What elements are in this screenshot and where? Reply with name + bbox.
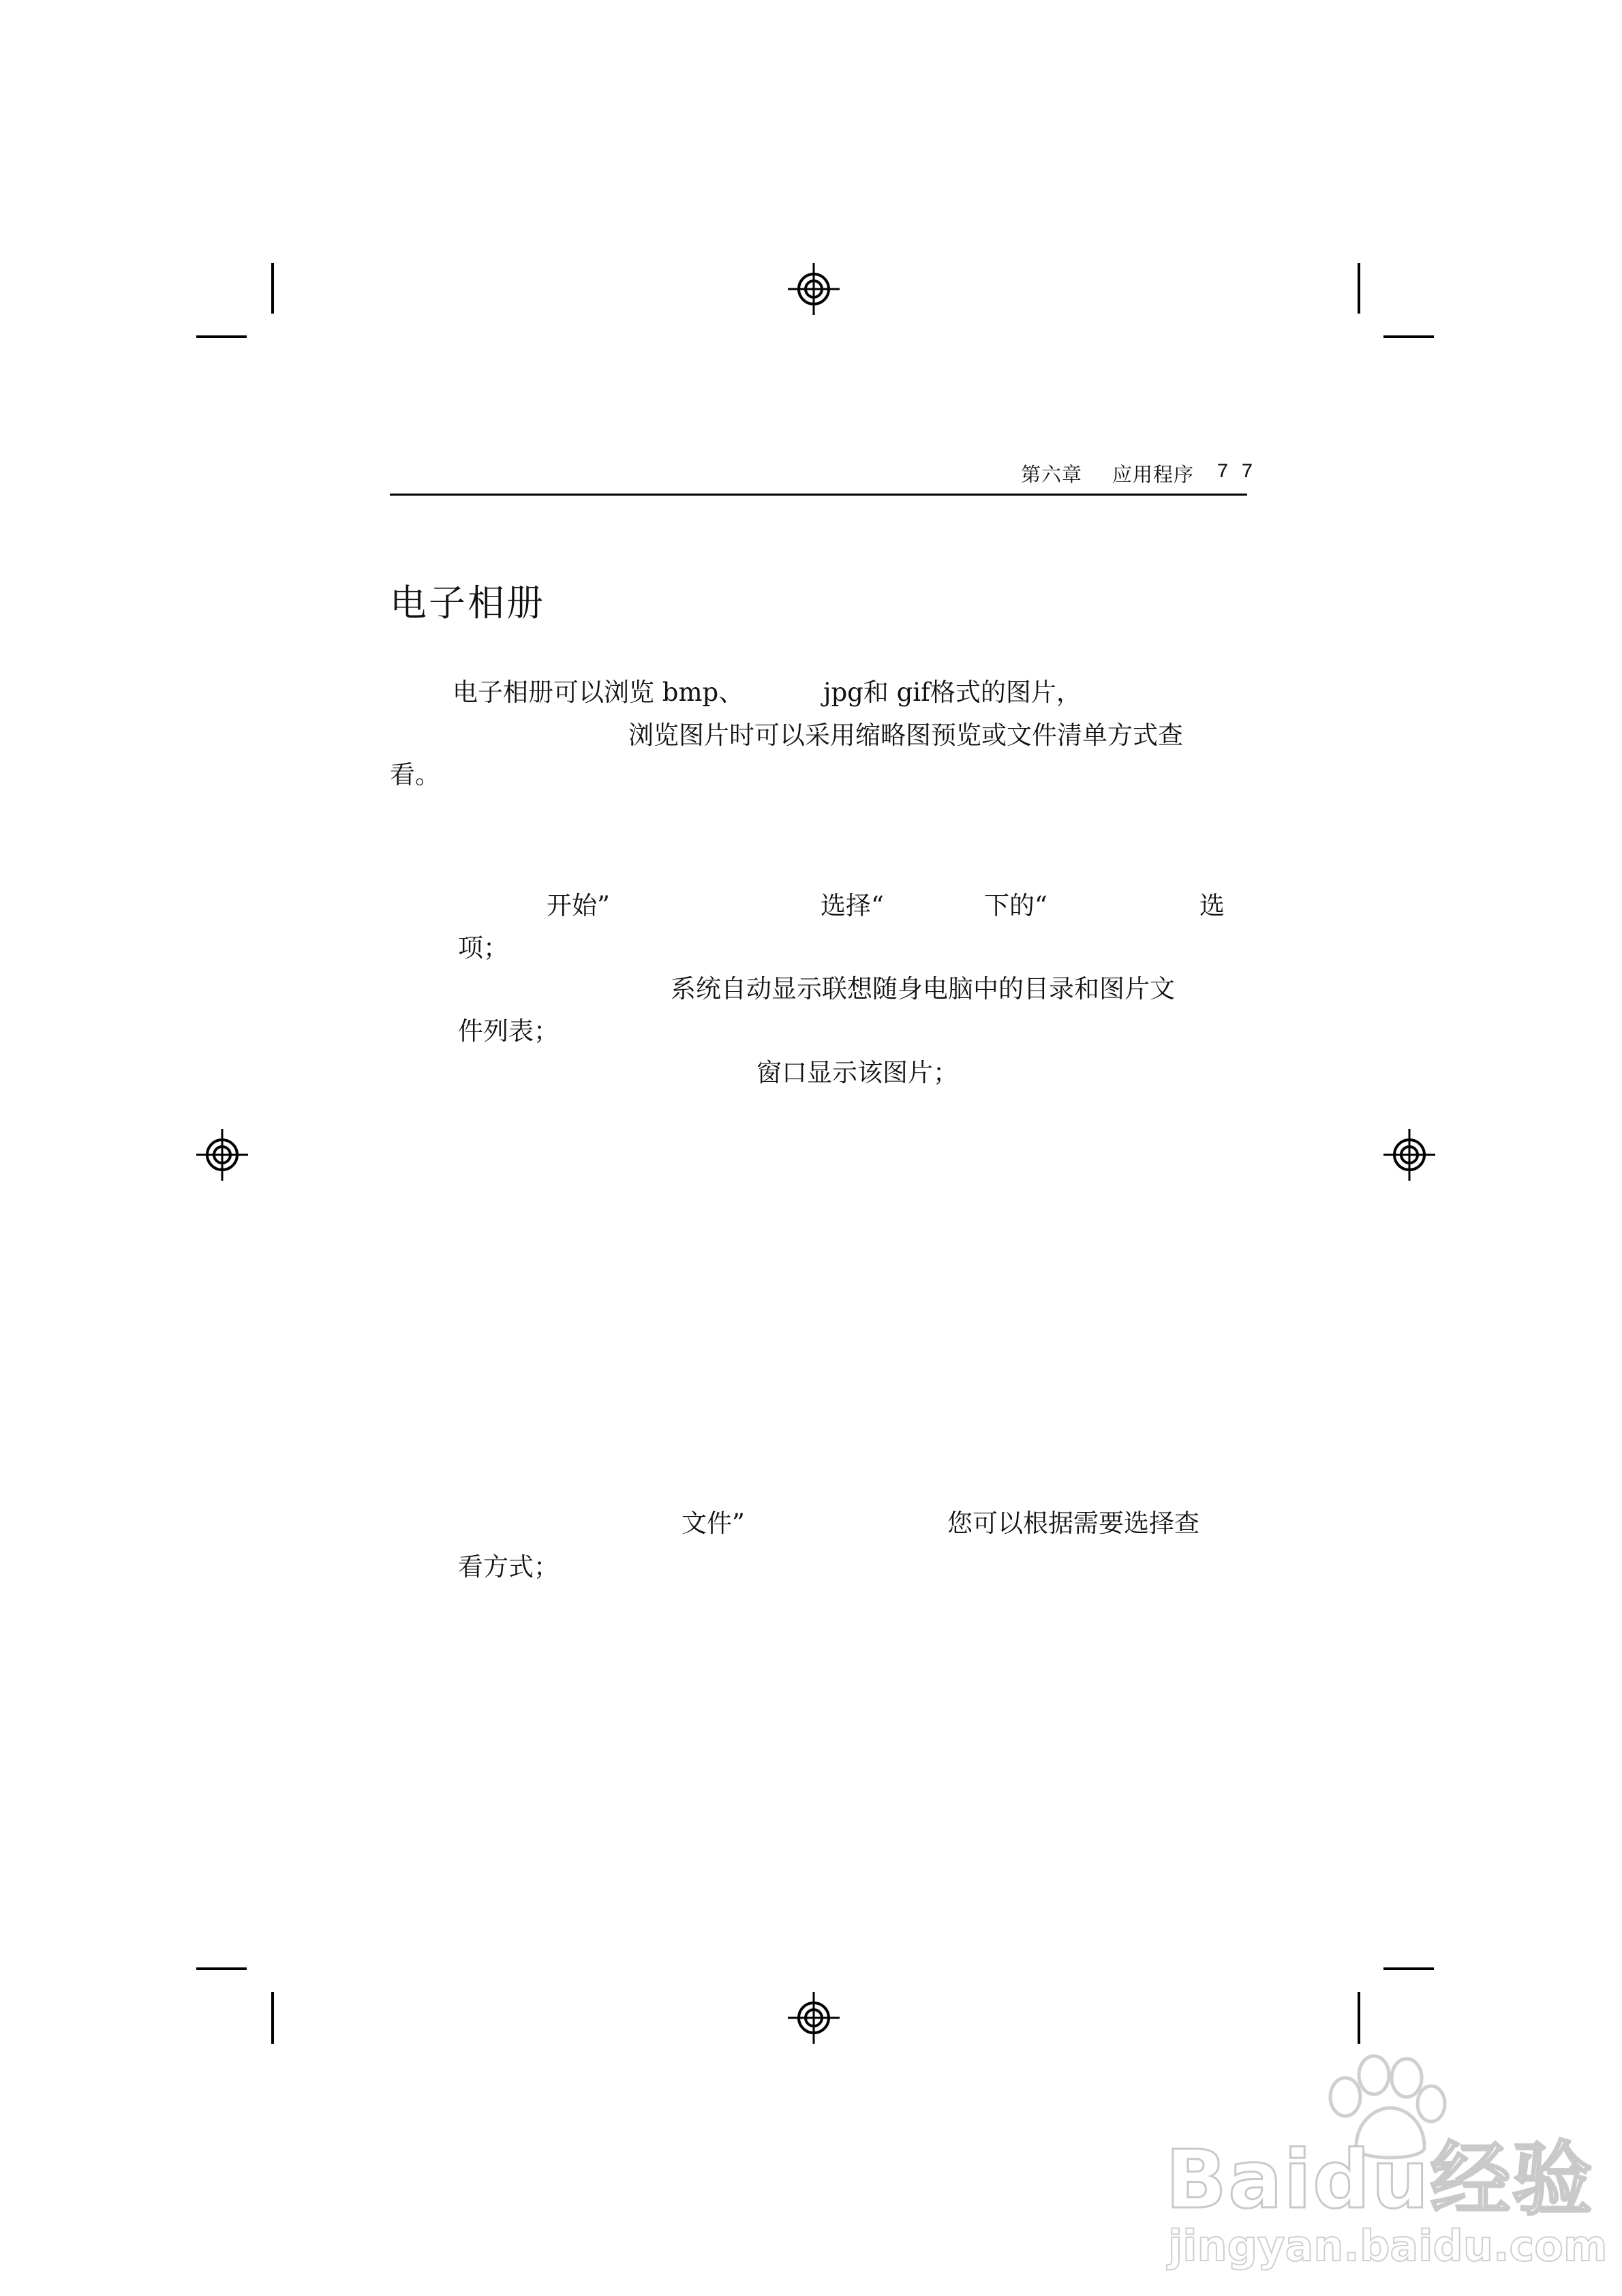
crop-mark-top-right-horizontal [1383, 335, 1434, 338]
baidu-watermark [1152, 2052, 1622, 2296]
step1-start: 开始” [547, 891, 610, 920]
watermark-brand: Baidu经验 [1165, 2132, 1594, 2226]
step4-text: 您可以根据需要选择查 [947, 1509, 1199, 1538]
section-label: 应用程序 [1112, 463, 1195, 486]
intro-line-2: 浏览图片时可以采用缩略图预览或文件清单方式查 [628, 721, 1183, 750]
step4-cont: 看方式； [458, 1552, 559, 1582]
crop-mark-top-left-vertical [271, 263, 274, 314]
step1-option: 选 [1199, 891, 1225, 920]
page-number: 77 [1216, 461, 1266, 484]
registration-mark-top-icon [788, 263, 840, 315]
crop-mark-bottom-left-vertical [271, 1992, 274, 2044]
registration-mark-left-icon [196, 1129, 248, 1181]
step1-under: 下的“ [984, 891, 1047, 920]
crop-mark-top-right-vertical [1358, 263, 1360, 314]
page-title: 电子相册 [390, 581, 545, 624]
step3-text: 窗口显示该图片； [756, 1058, 958, 1087]
watermark-url: jingyan.baidu.com [1168, 2221, 1608, 2271]
intro-line-3: 看。 [390, 760, 440, 789]
chapter-label: 第六章 [1021, 463, 1083, 486]
step2-cont: 件列表； [458, 1016, 559, 1046]
intro-line-1a: 电子相册可以浏览 bmp、 [453, 678, 744, 707]
registration-mark-right-icon [1383, 1129, 1435, 1181]
registration-mark-bottom-icon [788, 1992, 840, 2044]
crop-mark-bottom-left-horizontal [196, 1967, 247, 1970]
crop-mark-bottom-right-horizontal [1383, 1967, 1434, 1970]
step4-file: 文件” [682, 1509, 745, 1538]
running-header [390, 458, 1266, 496]
intro-line-1b: jpg和 gif格式的图片， [823, 678, 1082, 707]
crop-mark-bottom-right-vertical [1358, 1992, 1360, 2044]
step2-text: 系统自动显示联想随身电脑中的目录和图片文 [671, 974, 1175, 1003]
crop-mark-top-left-horizontal [196, 335, 247, 338]
step1-select: 选择“ [821, 891, 884, 920]
step1-cont: 项； [458, 933, 508, 963]
